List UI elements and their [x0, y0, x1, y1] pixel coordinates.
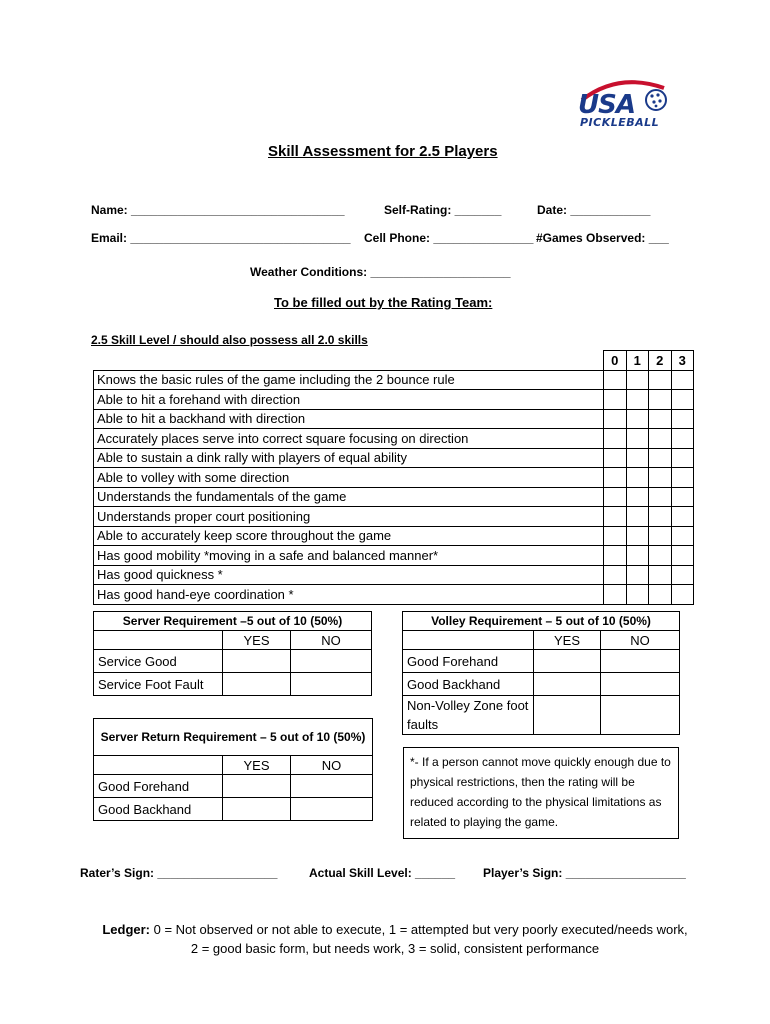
no-cell[interactable]	[291, 798, 373, 821]
skill-label: Able to sustain a dink rally with players of equal ability	[94, 448, 604, 468]
score-cell[interactable]	[671, 526, 694, 546]
skill-label: Understands proper court positioning	[94, 507, 604, 527]
score-header-2: 2	[649, 351, 672, 371]
score-cell[interactable]	[604, 370, 627, 390]
score-cell[interactable]	[649, 565, 672, 585]
server-row-label: Service Foot Fault	[94, 673, 223, 696]
email-field[interactable]: Email: _________________________________	[91, 231, 351, 245]
score-header-0: 0	[604, 351, 627, 371]
volley-row-label: Good Forehand	[403, 650, 534, 673]
server-requirement-heading: Server Requirement –5 out of 10 (50%)	[94, 612, 372, 631]
no-cell[interactable]	[601, 696, 680, 735]
score-cell[interactable]	[649, 487, 672, 507]
no-cell[interactable]	[291, 650, 372, 673]
actual-skill-level-field[interactable]: Actual Skill Level: ______	[309, 866, 456, 880]
table-row	[94, 390, 694, 410]
table-row	[94, 507, 694, 527]
score-cell[interactable]	[626, 585, 649, 605]
ledger	[60, 920, 730, 958]
table-row	[94, 468, 694, 488]
score-cell[interactable]	[649, 390, 672, 410]
score-cell[interactable]	[671, 565, 694, 585]
skill-label: Knows the basic rules of the game including the 2 bounce rule	[94, 370, 604, 390]
yes-cell[interactable]	[534, 673, 601, 696]
ledger-label: Ledger:	[102, 922, 150, 937]
server-row-label: Service Good	[94, 650, 223, 673]
score-cell[interactable]	[671, 585, 694, 605]
server-requirement-table	[93, 611, 372, 696]
yes-cell[interactable]	[534, 650, 601, 673]
usa-pickleball-logo	[570, 78, 680, 136]
score-cell[interactable]	[604, 448, 627, 468]
score-cell[interactable]	[671, 429, 694, 449]
score-cell[interactable]	[626, 565, 649, 585]
score-cell[interactable]	[649, 409, 672, 429]
score-cell[interactable]	[626, 370, 649, 390]
score-cell[interactable]	[649, 507, 672, 527]
score-cell[interactable]	[626, 468, 649, 488]
score-cell[interactable]	[626, 507, 649, 527]
weather-conditions-field[interactable]: Weather Conditions: _____________________	[250, 265, 511, 279]
rater-sign-field[interactable]: Rater’s Sign: __________________	[80, 866, 278, 880]
self-rating-field[interactable]: Self-Rating: _______	[384, 203, 502, 217]
logo-pickleball-text: PICKLEBALL	[580, 116, 660, 129]
ledger-text-1: 0 = Not observed or not able to execute, 1 = attempted but very poorly executed/needs work,	[153, 922, 688, 937]
volley-no-header: NO	[601, 631, 680, 650]
yes-cell[interactable]	[223, 775, 291, 798]
skill-label: Has good mobility *moving in a safe and balanced manner*	[94, 546, 604, 566]
table-row	[94, 370, 694, 390]
score-cell[interactable]	[671, 487, 694, 507]
score-cell[interactable]	[604, 429, 627, 449]
skill-label: Has good hand-eye coordination *	[94, 585, 604, 605]
games-observed-field[interactable]: #Games Observed: ___	[536, 231, 669, 245]
score-cell[interactable]	[649, 546, 672, 566]
skill-label: Able to accurately keep score throughout the game	[94, 526, 604, 546]
server-no-header: NO	[291, 631, 372, 650]
score-header-3: 3	[671, 351, 694, 371]
score-cell[interactable]	[626, 409, 649, 429]
volley-requirement-table	[402, 611, 680, 735]
score-cell[interactable]	[671, 448, 694, 468]
score-cell[interactable]	[604, 585, 627, 605]
skill-label: Accurately places serve into correct square focusing on direction	[94, 429, 604, 449]
table-row	[94, 409, 694, 429]
yes-cell[interactable]	[223, 673, 291, 696]
table-row	[94, 429, 694, 449]
score-header-1: 1	[626, 351, 649, 371]
yes-cell[interactable]	[223, 798, 291, 821]
volley-yes-header: YES	[534, 631, 601, 650]
score-cell[interactable]	[649, 468, 672, 488]
score-cell[interactable]	[649, 526, 672, 546]
table-row	[94, 526, 694, 546]
score-cell[interactable]	[671, 468, 694, 488]
return-row-label: Good Backhand	[94, 798, 223, 821]
return-yes-header: YES	[223, 756, 291, 775]
volley-blank	[403, 631, 534, 650]
score-cell[interactable]	[671, 390, 694, 410]
volley-row-label: Non-Volley Zone foot faults	[403, 696, 534, 735]
score-cell[interactable]	[626, 448, 649, 468]
skill-label: Understands the fundamentals of the game	[94, 487, 604, 507]
no-cell[interactable]	[291, 673, 372, 696]
skill-label: Has good quickness *	[94, 565, 604, 585]
name-field[interactable]: Name: ________________________________	[91, 203, 345, 217]
score-cell[interactable]	[604, 565, 627, 585]
score-cell[interactable]	[649, 429, 672, 449]
no-cell[interactable]	[601, 673, 680, 696]
score-cell[interactable]	[604, 409, 627, 429]
skill-label: Able to hit a backhand with direction	[94, 409, 604, 429]
no-cell[interactable]	[601, 650, 680, 673]
score-cell[interactable]	[604, 468, 627, 488]
score-header-row	[94, 351, 694, 371]
score-cell[interactable]	[671, 370, 694, 390]
mobility-note: *- If a person cannot move quickly enough due to physical restrictions, then the rating will be reduced according to the physical limitations as related to playing the game.	[403, 747, 679, 839]
return-no-header: NO	[291, 756, 373, 775]
volley-row-label: Good Backhand	[403, 673, 534, 696]
cell-phone-field[interactable]: Cell Phone: _______________	[364, 231, 534, 245]
logo-usa-text: USA	[578, 90, 635, 120]
skills-table	[93, 350, 694, 605]
score-cell[interactable]	[604, 526, 627, 546]
player-sign-field[interactable]: Player’s Sign: __________________	[483, 866, 686, 880]
score-cell[interactable]	[626, 526, 649, 546]
score-cell[interactable]	[671, 546, 694, 566]
return-blank	[94, 756, 223, 775]
score-cell[interactable]	[604, 546, 627, 566]
score-cell[interactable]	[604, 507, 627, 527]
ledger-text-2: 2 = good basic form, but needs work, 3 = solid, consistent performance	[190, 941, 600, 956]
table-row	[94, 448, 694, 468]
score-cell[interactable]	[671, 507, 694, 527]
rating-team-heading: To be filled out by the Rating Team:	[274, 295, 493, 310]
return-row-label: Good Forehand	[94, 775, 223, 798]
score-cell[interactable]	[604, 487, 627, 507]
score-cell[interactable]	[626, 390, 649, 410]
server-blank	[94, 631, 223, 650]
date-field[interactable]: Date: ____________	[537, 203, 651, 217]
server-yes-header: YES	[223, 631, 291, 650]
score-cell[interactable]	[649, 370, 672, 390]
yes-cell[interactable]	[223, 650, 291, 673]
score-cell[interactable]	[626, 546, 649, 566]
skill-header-blank	[94, 351, 604, 371]
score-cell[interactable]	[604, 390, 627, 410]
skill-level-heading: 2.5 Skill Level / should also possess all 2.0 skills	[91, 333, 368, 347]
volley-requirement-heading: Volley Requirement – 5 out of 10 (50%)	[403, 612, 680, 631]
skill-label: Able to hit a forehand with direction	[94, 390, 604, 410]
server-return-heading: Server Return Requirement – 5 out of 10 (50%)	[94, 719, 373, 756]
server-return-requirement-table	[93, 718, 373, 821]
ledger-line-1	[60, 920, 730, 939]
table-row	[94, 565, 694, 585]
pickleball-icon	[644, 88, 668, 112]
table-row	[94, 585, 694, 605]
score-cell[interactable]	[671, 409, 694, 429]
skill-label: Able to volley with some direction	[94, 468, 604, 488]
score-cell[interactable]	[649, 448, 672, 468]
score-cell[interactable]	[626, 429, 649, 449]
no-cell[interactable]	[291, 775, 373, 798]
score-cell[interactable]	[626, 487, 649, 507]
page-title: Skill Assessment for 2.5 Players	[268, 143, 498, 160]
table-row	[94, 487, 694, 507]
table-row	[94, 546, 694, 566]
yes-cell[interactable]	[534, 696, 601, 735]
score-cell[interactable]	[649, 585, 672, 605]
